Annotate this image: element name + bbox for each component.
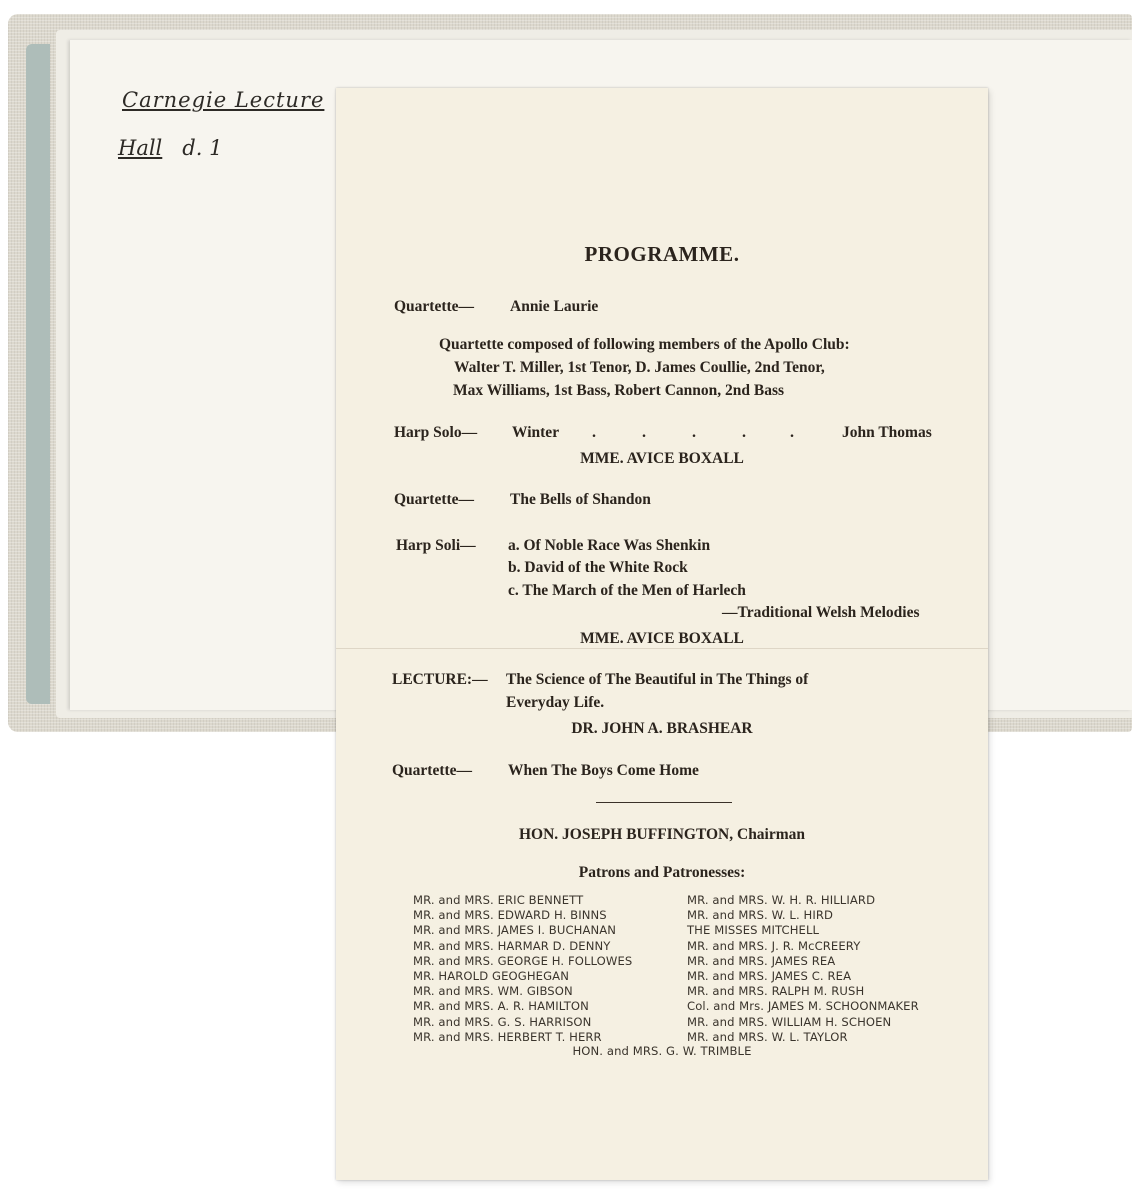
item4-label: Harp Soli— [396,537,476,554]
programme-sheet [336,88,988,1180]
quartette-note-line3: Max Williams, 1st Bass, Robert Cannon, 2nd Bass [453,382,785,399]
handwritten-caption-line2 [118,136,222,160]
item5-performer: DR. JOHN A. BRASHEAR [571,720,753,737]
item3-label: Quartette— [394,491,475,508]
patron-entry: MR. and MRS. GEORGE H. FOLLOWES [413,953,633,968]
sheet-fold-line [336,648,988,649]
item4-performer: MME. AVICE BOXALL [580,630,744,647]
patron-entry: MR. and MRS. ERIC BENNETT [413,893,584,907]
item1-piece: Annie Laurie [510,298,599,315]
item4-piece-b: b. David of the White Rock [508,559,688,576]
patron-entry: MR. and MRS. W. H. R. HILLIARD [687,893,876,907]
patron-entry: MR. HAROLD GEOGHEGAN [413,969,569,983]
item1-label: Quartette— [394,298,475,315]
patron-entry: MR. and MRS. W. L. HIRD [687,908,834,923]
patron-entry: MR. and MRS. G. S. HARRISON [413,1014,592,1029]
leader-dot: . [642,424,646,441]
patron-entry: MR. and MRS. HARMAR D. DENNY [413,938,611,953]
handwritten-caption-line1: Carnegie Lecture [122,88,325,112]
patron-entry: MR. and MRS. W. L. TAYLOR [687,1029,848,1044]
item2-label: Harp Solo— [394,424,478,441]
patron-entry: MR. and MRS. J. R. McCREERY [687,938,861,953]
item5-label: LECTURE:— [392,671,488,688]
patron-entry: MR. and MRS. WILLIAM H. SCHOEN [687,1014,892,1029]
patrons-heading: Patrons and Patronesses: [578,864,746,881]
item2-composer: John Thomas [842,424,932,441]
leader-dot: . [592,424,596,441]
patron-entry: THE MISSES MITCHELL [687,923,820,938]
item5-piece-line1: The Science of The Beautiful in The Things of [506,671,809,688]
item2-performer: MME. AVICE BOXALL [580,450,744,467]
handwritten-hall: Hall [118,136,163,160]
leader-dot: . [742,424,746,441]
item6-label: Quartette— [392,762,473,779]
leader-dot: . [692,424,696,441]
album-spine [26,44,50,704]
patron-entry: Col. and Mrs. JAMES M. SCHOONMAKER [687,999,919,1014]
patron-entry: MR. and MRS. RALPH M. RUSH [687,984,865,999]
item4-piece-c: c. The March of the Men of Harlech [508,582,746,599]
quartette-note-line2: Walter T. Miller, 1st Tenor, D. James Coullie, 2nd Tenor, [454,359,825,376]
patron-entry: MR. and MRS. JAMES I. BUCHANAN [413,923,617,938]
chairman: HON. JOSEPH BUFFINGTON, Chairman [518,826,806,843]
programme-title: PROGRAMME. [584,242,740,266]
patron-last: HON. and MRS. G. W. TRIMBLE [572,1044,752,1058]
item3-piece: The Bells of Shandon [510,491,651,508]
patron-entry: MR. and MRS. JAMES C. REA [687,969,852,983]
item2-piece: Winter [512,424,560,441]
patron-entry: MR. and MRS. EDWARD H. BINNS [413,908,607,923]
patron-entry: MR. and MRS. JAMES REA [687,953,836,968]
item4-attribution: —Traditional Welsh Melodies [722,604,920,621]
item6-piece: When The Boys Come Home [508,762,699,779]
patron-entry: MR. and MRS. WM. GIBSON [413,984,573,999]
patron-entry: MR. and MRS. HERBERT T. HERR [413,1029,602,1044]
handwritten-number: d. 1 [182,136,223,160]
quartette-note-line1: Quartette composed of following members of the Apollo Club: [439,336,850,353]
item4-piece-a: a. Of Noble Race Was Shenkin [508,537,711,554]
divider-rule [596,802,732,803]
item5-piece-line2: Everyday Life. [506,694,605,711]
leader-dot: . [790,424,794,441]
patron-entry: MR. and MRS. A. R. HAMILTON [413,999,589,1014]
